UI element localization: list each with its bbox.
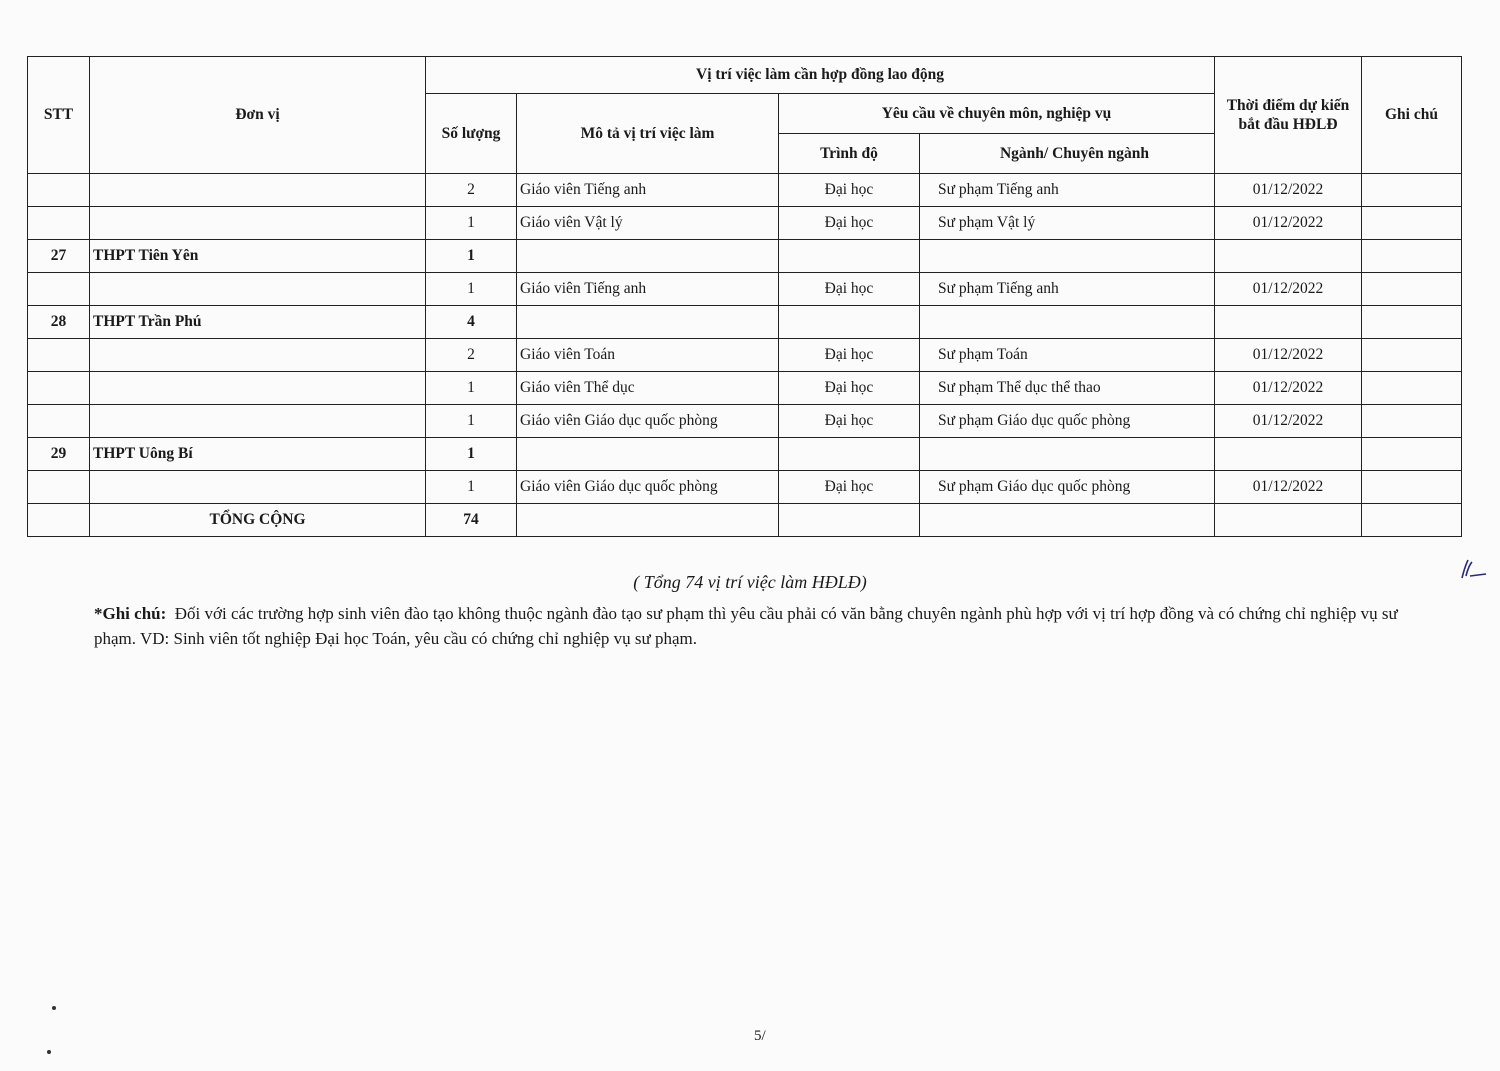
total-row xyxy=(28,504,1462,537)
total-empty xyxy=(517,504,779,537)
cell-thoi-diem: 01/12/2022 xyxy=(1215,339,1362,372)
total-label: TỔNG CỘNG xyxy=(90,504,426,537)
total-value: 74 xyxy=(426,504,517,537)
header-ghi-chu: Ghi chú xyxy=(1362,57,1462,174)
cell-ghi-chu xyxy=(1362,339,1462,372)
cell-mo-ta xyxy=(517,438,779,471)
header-so-luong: Số lượng xyxy=(426,94,517,174)
initials-signature xyxy=(1458,556,1490,582)
cell-so-luong: 4 xyxy=(426,306,517,339)
cell-nganh: Sư phạm Toán xyxy=(920,339,1215,372)
cell-trinh-do: Đại học xyxy=(779,207,920,240)
cell-ghi-chu xyxy=(1362,306,1462,339)
cell-nganh: Sư phạm Vật lý xyxy=(920,207,1215,240)
cell-mo-ta: Giáo viên Giáo dục quốc phòng xyxy=(517,471,779,504)
cell-don-vi: THPT Trần Phú xyxy=(90,306,426,339)
cell-trinh-do: Đại học xyxy=(779,471,920,504)
table-row xyxy=(28,372,1462,405)
header-don-vi: Đơn vị xyxy=(90,57,426,174)
cell-thoi-diem: 01/12/2022 xyxy=(1215,372,1362,405)
table-row xyxy=(28,438,1462,471)
cell-stt: 29 xyxy=(28,438,90,471)
total-empty xyxy=(920,504,1215,537)
cell-nganh xyxy=(920,306,1215,339)
table-row xyxy=(28,471,1462,504)
cell-don-vi: THPT Tiên Yên xyxy=(90,240,426,273)
cell-ghi-chu xyxy=(1362,240,1462,273)
cell-mo-ta xyxy=(517,240,779,273)
table-row xyxy=(28,339,1462,372)
cell-thoi-diem xyxy=(1215,438,1362,471)
cell-ghi-chu xyxy=(1362,372,1462,405)
page-number: 5/ xyxy=(754,1028,766,1044)
cell-thoi-diem: 01/12/2022 xyxy=(1215,174,1362,207)
cell-stt xyxy=(28,372,90,405)
header-yeu-cau: Yêu cầu về chuyên môn, nghiệp vụ xyxy=(779,94,1215,134)
cell-nganh: Sư phạm Giáo dục quốc phòng xyxy=(920,405,1215,438)
cell-nganh: Sư phạm Tiếng anh xyxy=(920,174,1215,207)
cell-nganh: Sư phạm Tiếng anh xyxy=(920,273,1215,306)
cell-trinh-do: Đại học xyxy=(779,372,920,405)
cell-stt xyxy=(28,405,90,438)
cell-trinh-do xyxy=(779,438,920,471)
footnote-label: *Ghi chú: xyxy=(94,604,167,623)
cell-so-luong: 1 xyxy=(426,240,517,273)
cell-don-vi xyxy=(90,174,426,207)
cell-mo-ta: Giáo viên Tiếng anh xyxy=(517,273,779,306)
cell-mo-ta xyxy=(517,306,779,339)
cell-trinh-do: Đại học xyxy=(779,339,920,372)
footnote-text: Đối với các trường hợp sinh viên đào tạo không thuộc ngành đào tạo sư phạm thì yêu cầu phải có văn bằng chuyên ngành phù hợp với vị trí hợp đồng và có chứng chỉ nghiệp vụ sư phạm. VD: Sinh viên tốt nghiệp Đại học Toán, yêu cầu có chứng chỉ nghiệp vụ sư phạm. xyxy=(94,604,1398,648)
cell-thoi-diem xyxy=(1215,240,1362,273)
cell-stt xyxy=(28,339,90,372)
total-empty xyxy=(1362,504,1462,537)
header-nganh: Ngành/ Chuyên ngành xyxy=(920,134,1215,174)
cell-ghi-chu xyxy=(1362,405,1462,438)
cell-mo-ta: Giáo viên Giáo dục quốc phòng xyxy=(517,405,779,438)
cell-nganh: Sư phạm Thể dục thể thao xyxy=(920,372,1215,405)
cell-nganh xyxy=(920,240,1215,273)
footnote xyxy=(94,601,1439,651)
cell-don-vi xyxy=(90,405,426,438)
header-trinh-do: Trình độ xyxy=(779,134,920,174)
cell-don-vi xyxy=(90,273,426,306)
cell-thoi-diem xyxy=(1215,306,1362,339)
table-row xyxy=(28,174,1462,207)
cell-don-vi: THPT Uông Bí xyxy=(90,438,426,471)
cell-ghi-chu xyxy=(1362,174,1462,207)
table-row xyxy=(28,306,1462,339)
cell-mo-ta: Giáo viên Toán xyxy=(517,339,779,372)
cell-thoi-diem: 01/12/2022 xyxy=(1215,405,1362,438)
cell-mo-ta: Giáo viên Tiếng anh xyxy=(517,174,779,207)
cell-so-luong: 1 xyxy=(426,273,517,306)
cell-so-luong: 2 xyxy=(426,174,517,207)
cell-don-vi xyxy=(90,372,426,405)
cell-stt xyxy=(28,273,90,306)
total-empty xyxy=(1215,504,1362,537)
table-row xyxy=(28,273,1462,306)
cell-ghi-chu xyxy=(1362,207,1462,240)
scan-mark xyxy=(47,1050,51,1054)
cell-ghi-chu xyxy=(1362,273,1462,306)
cell-ghi-chu xyxy=(1362,438,1462,471)
cell-stt: 27 xyxy=(28,240,90,273)
recruitment-table xyxy=(27,56,1462,537)
cell-trinh-do: Đại học xyxy=(779,273,920,306)
cell-don-vi xyxy=(90,471,426,504)
cell-don-vi xyxy=(90,339,426,372)
cell-so-luong: 2 xyxy=(426,339,517,372)
cell-so-luong: 1 xyxy=(426,405,517,438)
cell-so-luong: 1 xyxy=(426,207,517,240)
cell-trinh-do xyxy=(779,240,920,273)
cell-thoi-diem: 01/12/2022 xyxy=(1215,207,1362,240)
cell-stt: 28 xyxy=(28,306,90,339)
cell-nganh: Sư phạm Giáo dục quốc phòng xyxy=(920,471,1215,504)
total-stt-empty xyxy=(28,504,90,537)
cell-trinh-do: Đại học xyxy=(779,405,920,438)
table-row xyxy=(28,240,1462,273)
table-row xyxy=(28,207,1462,240)
cell-stt xyxy=(28,174,90,207)
cell-thoi-diem: 01/12/2022 xyxy=(1215,273,1362,306)
summary-line: ( Tổng 74 vị trí việc làm HĐLĐ) xyxy=(633,572,867,592)
cell-so-luong: 1 xyxy=(426,471,517,504)
table-row xyxy=(28,405,1462,438)
total-empty xyxy=(779,504,920,537)
cell-so-luong: 1 xyxy=(426,438,517,471)
cell-don-vi xyxy=(90,207,426,240)
scan-mark xyxy=(52,1006,56,1010)
header-thoi-diem: Thời điểm dự kiến bắt đầu HĐLĐ xyxy=(1215,57,1362,174)
cell-stt xyxy=(28,207,90,240)
cell-trinh-do xyxy=(779,306,920,339)
header-mo-ta: Mô tả vị trí việc làm xyxy=(517,94,779,174)
cell-mo-ta: Giáo viên Vật lý xyxy=(517,207,779,240)
cell-mo-ta: Giáo viên Thể dục xyxy=(517,372,779,405)
header-group: Vị trí việc làm cần hợp đồng lao động xyxy=(426,57,1215,94)
cell-ghi-chu xyxy=(1362,471,1462,504)
cell-trinh-do: Đại học xyxy=(779,174,920,207)
header-stt: STT xyxy=(28,57,90,174)
cell-nganh xyxy=(920,438,1215,471)
cell-thoi-diem: 01/12/2022 xyxy=(1215,471,1362,504)
cell-so-luong: 1 xyxy=(426,372,517,405)
cell-stt xyxy=(28,471,90,504)
